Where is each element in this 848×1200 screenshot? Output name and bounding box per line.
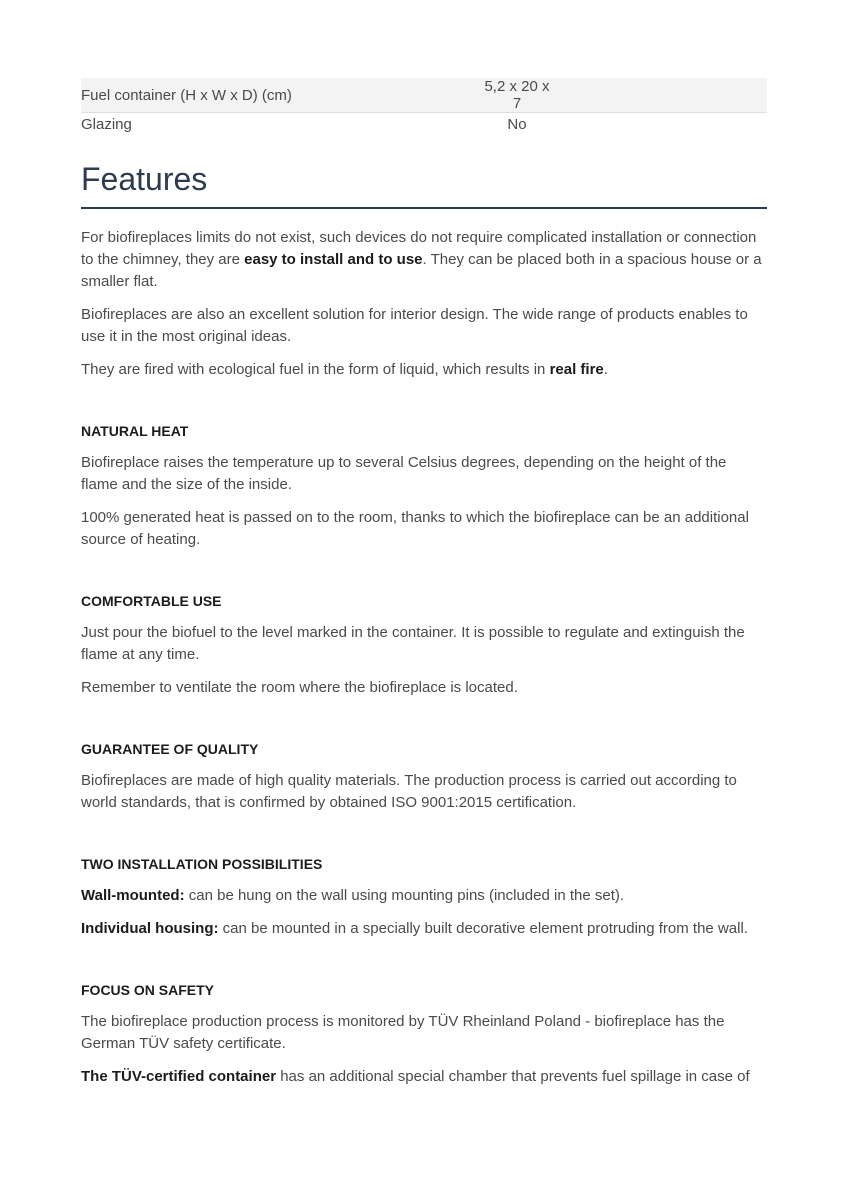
spec-row-glazing bbox=[81, 113, 767, 136]
spec-table bbox=[81, 78, 767, 135]
installation-wall-mounted: Wall-mounted: can be hung on the wall using mounting pins (included in the set). bbox=[81, 887, 625, 904]
section-title: GUARANTEE OF QUALITY bbox=[81, 741, 259, 757]
section-paragraph: Just pour the biofuel to the level marked in the container. It is possible to regulate and extinguish the flame at any time. bbox=[81, 624, 745, 663]
section-natural-heat bbox=[81, 421, 767, 551]
section-paragraph: Biofireplace raises the temperature up to several Celsius degrees, depending on the height of the flame and the size of the inside. bbox=[81, 454, 727, 493]
installation-individual-housing: Individual housing: can be mounted in a specially built decorative element protruding from the wall. bbox=[81, 920, 748, 937]
section-paragraph: The biofireplace production process is monitored by TÜV Rheinland Poland - biofireplace has the German TÜV safety certificate. bbox=[81, 1013, 725, 1052]
section-title: TWO INSTALLATION POSSIBILITIES bbox=[81, 856, 323, 872]
section-title: NATURAL HEAT bbox=[81, 423, 189, 439]
section-title: COMFORTABLE USE bbox=[81, 593, 222, 609]
spec-value: 5,2 x 20 x 7 bbox=[484, 78, 550, 112]
spec-label: Fuel container (H x W x D) (cm) bbox=[81, 78, 479, 113]
document-page bbox=[81, 78, 767, 1088]
spec-row-fuel-container bbox=[81, 78, 767, 113]
spec-value: No bbox=[507, 115, 527, 133]
section-title: FOCUS ON SAFETY bbox=[81, 982, 215, 998]
intro-paragraph-3: They are fired with ecological fuel in the form of liquid, which results in real fire. bbox=[81, 361, 608, 378]
spec-label: Glazing bbox=[81, 115, 132, 133]
intro-paragraph-1: For biofireplaces limits do not exist, such devices do not require complicated installation or connection to the chimney, they are easy to install and to use. They can be placed both in a spacious house or a smaller flat. bbox=[81, 229, 762, 290]
safety-container-paragraph: The TÜV-certified container has an additional special chamber that prevents fuel spillage in case of bbox=[81, 1068, 750, 1085]
section-installation bbox=[81, 854, 767, 940]
section-guarantee-of-quality bbox=[81, 739, 767, 814]
intro-paragraph-2: Biofireplaces are also an excellent solution for interior design. The wide range of products enables to use it in the most original ideas. bbox=[81, 306, 748, 345]
section-focus-on-safety bbox=[81, 980, 767, 1088]
section-paragraph: Biofireplaces are made of high quality materials. The production process is carried out according to world standards, that is confirmed by obtained ISO 9001:2015 certification. bbox=[81, 772, 737, 811]
section-paragraph: Remember to ventilate the room where the biofireplace is located. bbox=[81, 679, 518, 696]
section-comfortable-use bbox=[81, 591, 767, 699]
features-heading: Features bbox=[81, 159, 767, 209]
section-paragraph: 100% generated heat is passed on to the room, thanks to which the biofireplace can be an additional source of heating. bbox=[81, 509, 749, 548]
